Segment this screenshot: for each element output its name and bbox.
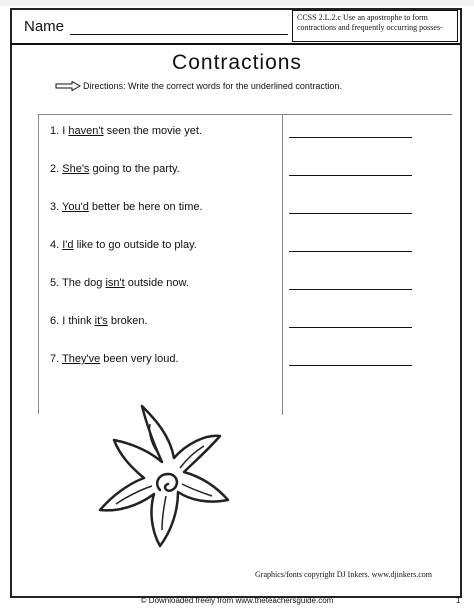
- answer-line[interactable]: [289, 327, 412, 328]
- question-item: [50, 277, 189, 289]
- underlined-contraction: it's: [94, 315, 108, 327]
- worksheet-title: Contractions: [172, 51, 302, 74]
- question-number: 2.: [50, 163, 60, 175]
- header-rule: [10, 43, 460, 45]
- answer-line[interactable]: [289, 137, 412, 138]
- top-strip: [0, 0, 474, 6]
- copyright-text: Graphics/fonts copyright DJ Inkers. www.djinkers.com: [255, 570, 433, 579]
- questions-table: [38, 114, 452, 414]
- question-item: [50, 239, 197, 251]
- question-item: [50, 125, 202, 137]
- footer-text: © Downloaded freely from www.theteachersguide.com: [140, 596, 334, 605]
- question-number: 3.: [50, 201, 60, 213]
- answer-line[interactable]: [289, 365, 412, 366]
- underlined-contraction: You'd: [62, 201, 89, 213]
- page-number: 1: [456, 596, 461, 605]
- answer-line[interactable]: [289, 251, 412, 252]
- flower-icon: [90, 400, 240, 550]
- question-text-after: seen the movie yet.: [103, 125, 202, 137]
- name-input-line[interactable]: [70, 34, 288, 35]
- question-item: [50, 163, 180, 175]
- question-text-after: outside now.: [124, 277, 189, 289]
- question-text-before: I: [62, 125, 69, 137]
- question-text-after: broken.: [107, 315, 148, 327]
- underlined-contraction: isn't: [105, 277, 125, 289]
- underlined-contraction: I'd: [62, 239, 74, 251]
- name-label: Name: [24, 18, 65, 35]
- underlined-contraction: They've: [62, 353, 101, 365]
- question-text-before: The dog: [62, 277, 106, 289]
- question-number: 4.: [50, 239, 60, 251]
- question-number: 6.: [50, 315, 60, 327]
- ccss-standard-box: CCSS 2.L.2.c Use an apostrophe to form contractions and frequently occurring posses-: [292, 10, 458, 42]
- underlined-contraction: She's: [62, 163, 90, 175]
- directions-text: Directions: Write the correct words for the underlined contraction.: [83, 81, 342, 91]
- column-divider: [282, 115, 283, 415]
- answer-line[interactable]: [289, 289, 412, 290]
- question-number: 5.: [50, 277, 60, 289]
- question-text-before: I think: [62, 315, 95, 327]
- question-number: 1.: [50, 125, 60, 137]
- question-number: 7.: [50, 353, 60, 365]
- question-item: [50, 353, 179, 365]
- underlined-contraction: haven't: [68, 125, 104, 137]
- arrow-right-icon: [55, 81, 81, 91]
- question-item: [50, 201, 203, 213]
- question-item: [50, 315, 148, 327]
- question-text-after: been very loud.: [100, 353, 179, 365]
- question-text-after: better be here on time.: [88, 201, 203, 213]
- question-text-after: like to go outside to play.: [73, 239, 197, 251]
- answer-line[interactable]: [289, 175, 412, 176]
- answer-line[interactable]: [289, 213, 412, 214]
- question-text-after: going to the party.: [89, 163, 180, 175]
